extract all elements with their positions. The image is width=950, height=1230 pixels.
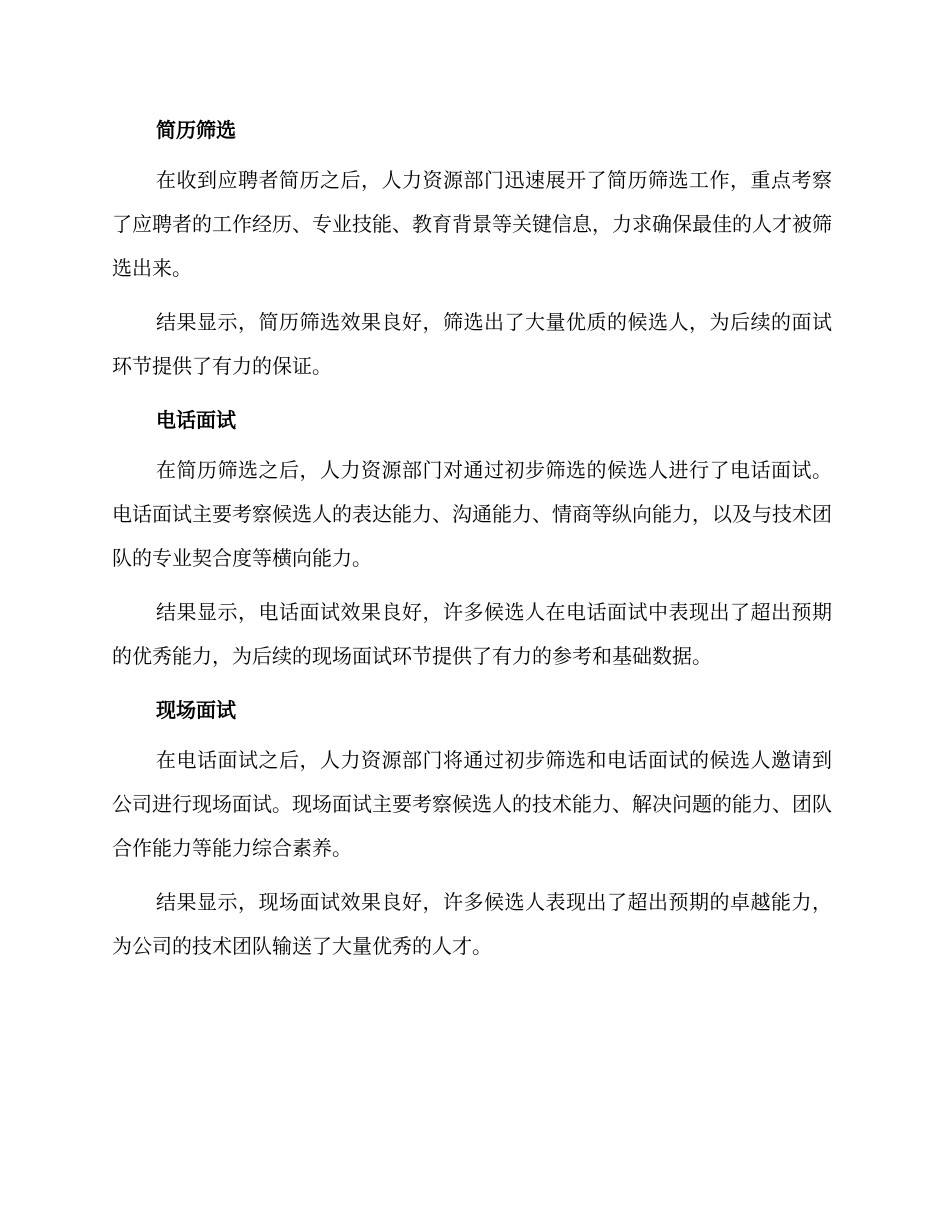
paragraph: 在电话面试之后，人力资源部门将通过初步筛选和电话面试的候选人邀请到公司进行现场面试。现场面试主要考察候选人的技术能力、解决问题的能力、团队合作能力等能力综合素养。 [112,748,832,860]
section-heading-onsite-interview: 现场面试 [156,698,236,722]
section-heading-resume-screening: 简历筛选 [156,118,236,142]
paragraph: 在收到应聘者简历之后，人力资源部门迅速展开了简历筛选工作，重点考察了应聘者的工作经历、专业技能、教育背景等关键信息，力求确保最佳的人才被筛选出来。 [112,168,832,280]
paragraph: 结果显示，电话面试效果良好，许多候选人在电话面试中表现出了超出预期的优秀能力，为后续的现场面试环节提供了有力的参考和基础数据。 [112,600,832,668]
paragraph: 在简历筛选之后，人力资源部门对通过初步筛选的候选人进行了电话面试。电话面试主要考察候选人的表达能力、沟通能力、情商等纵向能力，以及与技术团队的专业契合度等横向能力。 [112,458,832,570]
paragraph: 结果显示，简历筛选效果良好，筛选出了大量优质的候选人，为后续的面试环节提供了有力的保证。 [112,310,832,378]
section-heading-phone-interview: 电话面试 [156,408,236,432]
paragraph: 结果显示，现场面试效果良好，许多候选人表现出了超出预期的卓越能力，为公司的技术团队输送了大量优秀的人才。 [112,890,832,958]
document-page [112,108,832,968]
